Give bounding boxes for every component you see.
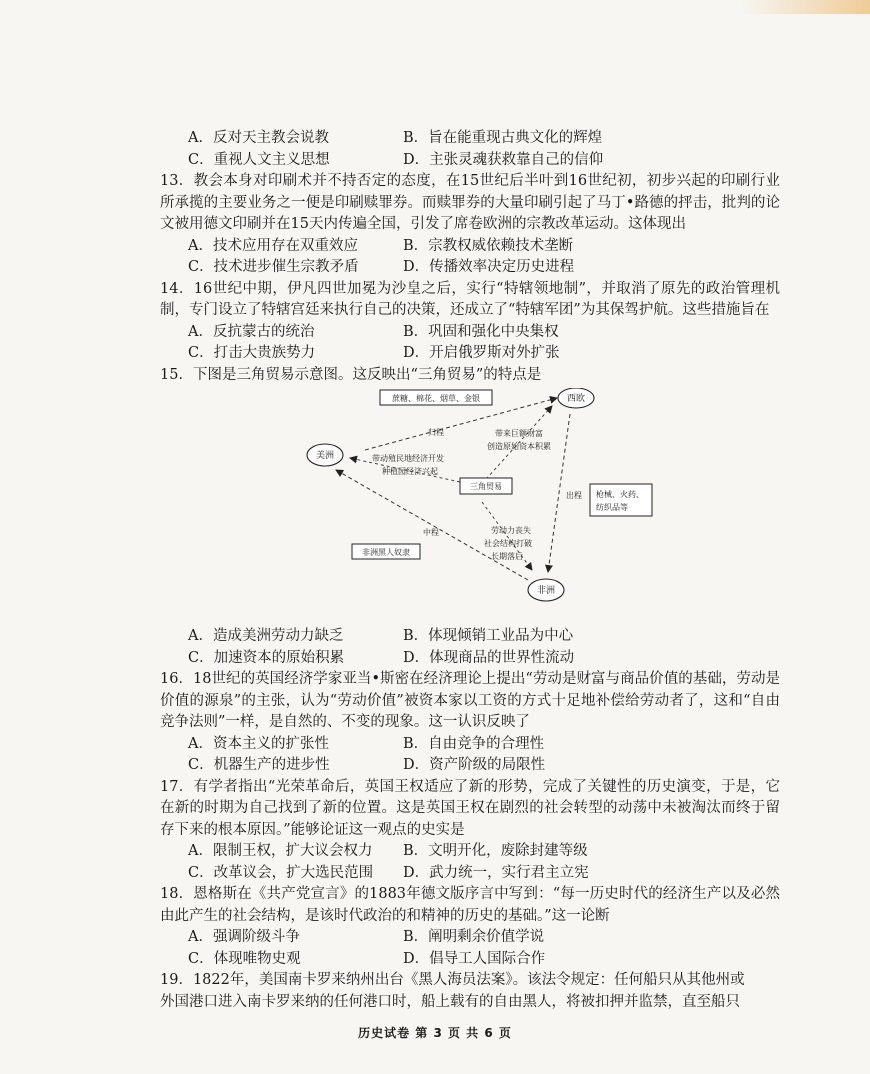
middle-route-label: 中程	[423, 528, 439, 537]
scan-corner-mark	[740, 0, 870, 14]
q19-stem-line-2: 外国港口进入南卡罗来纳的任何港口时，船上载有的自由黑人，将被扣押并监禁，直至船只	[160, 993, 740, 1010]
q16-option-c: C．机器生产的进步性	[188, 757, 330, 773]
q14-option-c: C．打击大贵族势力	[188, 345, 316, 361]
goods-out-line-2: 纺织品等	[596, 503, 628, 512]
q14-options-row-1	[160, 322, 780, 344]
q13-option-d: D．传播效率决定历史进程	[403, 259, 575, 275]
effect-europe-line-1: 带来巨额财富	[495, 429, 543, 438]
effect-africa-line-1: 劳动力丧失	[491, 526, 531, 535]
q13-option-a: A．技术应用存在双重效应	[188, 237, 358, 254]
goods-return-label: 蔗糖、棉花、烟草、金银	[392, 394, 480, 403]
page-content	[160, 128, 780, 1013]
q16-options-row-2	[160, 755, 780, 777]
effect-america-line-1: 带动殖民地经济开发	[372, 454, 444, 463]
node-africa-label: 非洲	[536, 586, 556, 596]
q16-option-d: D．资产阶级的局限性	[403, 757, 546, 773]
q12-option-a: A．反对天主教会说教	[188, 130, 329, 146]
node-europe-label: 西欧	[566, 394, 586, 404]
q18-options-row-1	[160, 927, 780, 949]
q18-option-b: B．阐明剩余价值学说	[403, 929, 545, 945]
q12-options-row-2	[160, 150, 780, 172]
q16-option-a: A．资本主义的扩张性	[188, 735, 329, 752]
q17-options-row-2	[160, 863, 780, 885]
q13-option-c: C．技术进步催生宗教矛盾	[188, 259, 359, 275]
q12-options-row-1	[160, 128, 780, 150]
effect-africa-line-3: 长期落后	[491, 552, 523, 561]
q13-stem: 13．教会本身对印刷术并不持否定的态度，在15世纪后半叶到16世纪初，初步兴起的印刷行业所承揽的主要业务之一便是印刷赎罪券。而赎罪券的大量印刷引起了马丁•路德的抨击，批判的论文被用德文印刷并在15天内传遍全国，引发了席卷欧洲的宗教改革运动。这体现出	[160, 173, 780, 232]
q16-stem: 16．18世纪的英国经济学家亚当•斯密在经济理论上提出“劳动是财富与商品价值的基础，劳动是价值的源泉”的主张，认为“劳动价值”被资本家以工资的方式十足地补偿给劳动者了，这和“自由竞争法则”一样，是自然的、不变的现象。这一认识反映了	[160, 671, 780, 730]
q14-option-d: D．开启俄罗斯对外扩张	[403, 345, 560, 361]
q19-stem-line-1: 19．1822年，美国南卡罗来纳州出台《黑人海员法案》。该法令规定：任何船只从其他州或	[160, 972, 745, 988]
q14-stem: 14．16世纪中期，伊凡四世加冕为沙皇之后，实行“特辖领地制”，并取消了原先的政治管理机制，专门设立了特辖宫廷来执行自己的决策，还成立了“特辖军团”为其保驾护航。这些措施旨在	[160, 280, 780, 318]
q15-stem: 15．下图是三角贸易示意图。这反映出“三角贸易”的特点是	[160, 366, 542, 383]
q15-options-row-1	[160, 626, 780, 648]
q18-option-d: D．倡导工人国际合作	[403, 950, 546, 967]
q17-option-c: C．改革议会，扩大选民范围	[188, 864, 374, 881]
q17-options-row-1	[160, 841, 780, 863]
triangle-trade-diagram	[160, 388, 780, 620]
q14-option-a: A．反抗蒙古的统治	[188, 323, 315, 340]
effect-europe-line-2: 创造原始资本积累	[487, 442, 551, 451]
q15-options-row-2	[160, 648, 780, 670]
q16-options-row-1	[160, 734, 780, 756]
page-footer: 历史试卷 第 3 页 共 6 页	[358, 1026, 512, 1040]
q18-stem: 18．恩格斯在《共产党宣言》的1883年德文版序言中写到：“每一历史时代的经济生产以及必然由此产生的社会结构，是该时代政治的和精神的历史的基础。”这一论断	[160, 886, 780, 924]
q13-options-row-2	[160, 257, 780, 279]
effect-africa-line-2: 社会结构打破	[484, 539, 532, 548]
q14-option-b: B．巩固和强化中央集权	[403, 323, 559, 340]
q15-option-d: D．体现商品的世界性流动	[403, 649, 575, 666]
q12-option-d: D．主张灵魂获救靠自己的信仰	[403, 151, 604, 168]
q18-options-row-2	[160, 949, 780, 971]
q18-option-c: C．体现唯物史观	[188, 950, 301, 967]
q17-stem: 17．有学者指出“光荣革命后，英国王权适应了新的形势，完成了关键性的历史演变，于是，它在新的时期为自己找到了新的位置。这是英国王权在剧烈的社会转型的动荡中未被淘汰而终于留存下来的根本原因。”能够论证这一观点的史实是	[160, 778, 780, 838]
q15-option-a: A．造成美洲劳动力缺乏	[188, 628, 344, 644]
node-america-label: 美洲	[315, 451, 335, 461]
q17-option-b: B．文明开化，废除封建等级	[403, 843, 588, 859]
center-label: 三角贸易	[470, 482, 502, 491]
q15-option-c: C．加速资本的原始积累	[188, 649, 345, 666]
effect-america-line-2: 种植园经济兴起	[382, 467, 438, 476]
q13-option-b: B．宗教权威依赖技术垄断	[403, 237, 574, 254]
goods-out-line-1: 枪械、火药、	[596, 490, 644, 499]
q14-options-row-2	[160, 343, 780, 365]
q18-option-a: A．强调阶级斗争	[188, 929, 300, 945]
q16-option-b: B．自由竞争的合理性	[403, 735, 545, 752]
q15-option-b: B．体现倾销工业品为中心	[403, 628, 574, 644]
q17-option-a: A．限制王权，扩大议会权力	[188, 843, 373, 859]
q13-options-row-1	[160, 236, 780, 258]
q17-option-d: D．武力统一，实行君主立宪	[403, 864, 589, 881]
q12-option-b: B．旨在能重现古典文化的辉煌	[403, 130, 603, 146]
outbound-route-label: 出程	[566, 491, 582, 500]
return-route-label: 归程	[428, 428, 444, 437]
q12-option-c: C．重视人文主义思想	[188, 151, 330, 168]
triangle-trade-svg	[160, 388, 780, 620]
slaves-label: 非洲黑人奴隶	[362, 548, 410, 557]
